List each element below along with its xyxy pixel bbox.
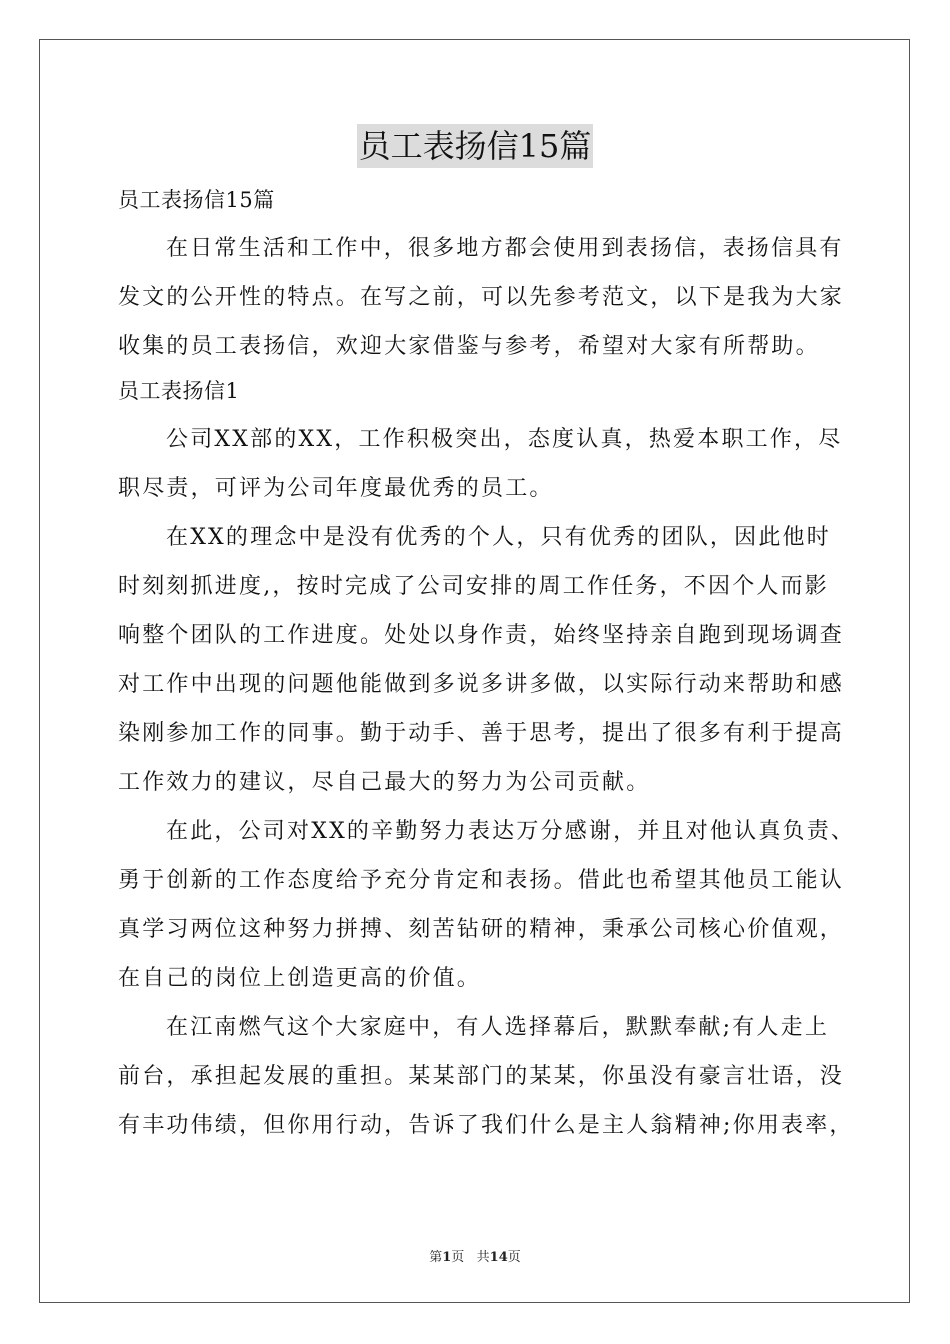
title-container (0, 124, 950, 168)
paragraph-4 (118, 1003, 854, 1150)
text-line: 在自己的岗位上创造更高的价值。 (118, 966, 482, 991)
page-footer (0, 1246, 950, 1265)
text-line: 在XX的理念中是没有优秀的个人，只有优秀的团队，因此他时 (166, 525, 831, 550)
paragraph-3 (118, 807, 856, 1003)
paragraph-1 (118, 415, 843, 513)
text-line: 职尽责，可评为公司年度最优秀的员工。 (118, 476, 554, 501)
document-title: 员工表扬信15篇 (357, 124, 594, 168)
text-line: 发文的公开性的特点。在写之前，可以先参考范文，以下是我为大家 (118, 285, 845, 310)
text-line: 收集的员工表扬信，欢迎大家借鉴与参考，希望对大家有所帮助。 (118, 334, 820, 359)
text-line: 在此，公司对XX的辛勤努力表达万分感谢，并且对他认真负责、 (166, 819, 856, 844)
text-line: 前台，承担起发展的重担。某某部门的某某，你虽没有豪言壮语，没 (118, 1064, 845, 1089)
text-line: 对工作中出现的问题他能做到多说多讲多做，以实际行动来帮助和感 (118, 672, 845, 697)
paragraph-2 (118, 513, 845, 807)
intro-paragraph (118, 224, 845, 371)
page-suffix: 页 (507, 1250, 521, 1265)
text-line: 工作效力的建议，尽自己最大的努力为公司贡献。 (118, 770, 651, 795)
document-body (118, 180, 856, 1150)
document-subtitle: 员工表扬信15篇 (118, 188, 275, 212)
text-line: 有丰功伟绩，但你用行动，告诉了我们什么是主人翁精神;你用表率， (118, 1113, 854, 1138)
page-total: 14 (489, 1250, 508, 1265)
page-current: 1 (442, 1250, 452, 1265)
text-line: 在江南燃气这个大家庭中，有人选择幕后，默默奉献;有人走上 (166, 1015, 830, 1040)
text-line: 在日常生活和工作中，很多地方都会使用到表扬信，表扬信具有 (166, 236, 844, 261)
text-line: 勇于创新的工作态度给予充分肯定和表扬。借此也希望其他员工能认 (118, 868, 845, 893)
page-prefix: 第 (429, 1250, 443, 1265)
text-line: 染刚参加工作的同事。勤于动手、善于思考，提出了很多有利于提高 (118, 721, 845, 746)
text-line: 真学习两位这种努力拼搏、刻苦钻研的精神，秉承公司核心价值观， (118, 917, 845, 942)
page-mid: 页 共 (451, 1250, 490, 1265)
section-heading: 员工表扬信1 (118, 379, 240, 403)
text-line: 时刻刻抓进度,，按时完成了公司安排的周工作任务，不因个人而影 (118, 574, 829, 599)
text-line: 响整个团队的工作进度。处处以身作责，始终坚持亲自跑到现场调查 (118, 623, 845, 648)
text-line: 公司XX部的XX，工作积极突出，态度认真，热爱本职工作，尽 (166, 427, 843, 452)
